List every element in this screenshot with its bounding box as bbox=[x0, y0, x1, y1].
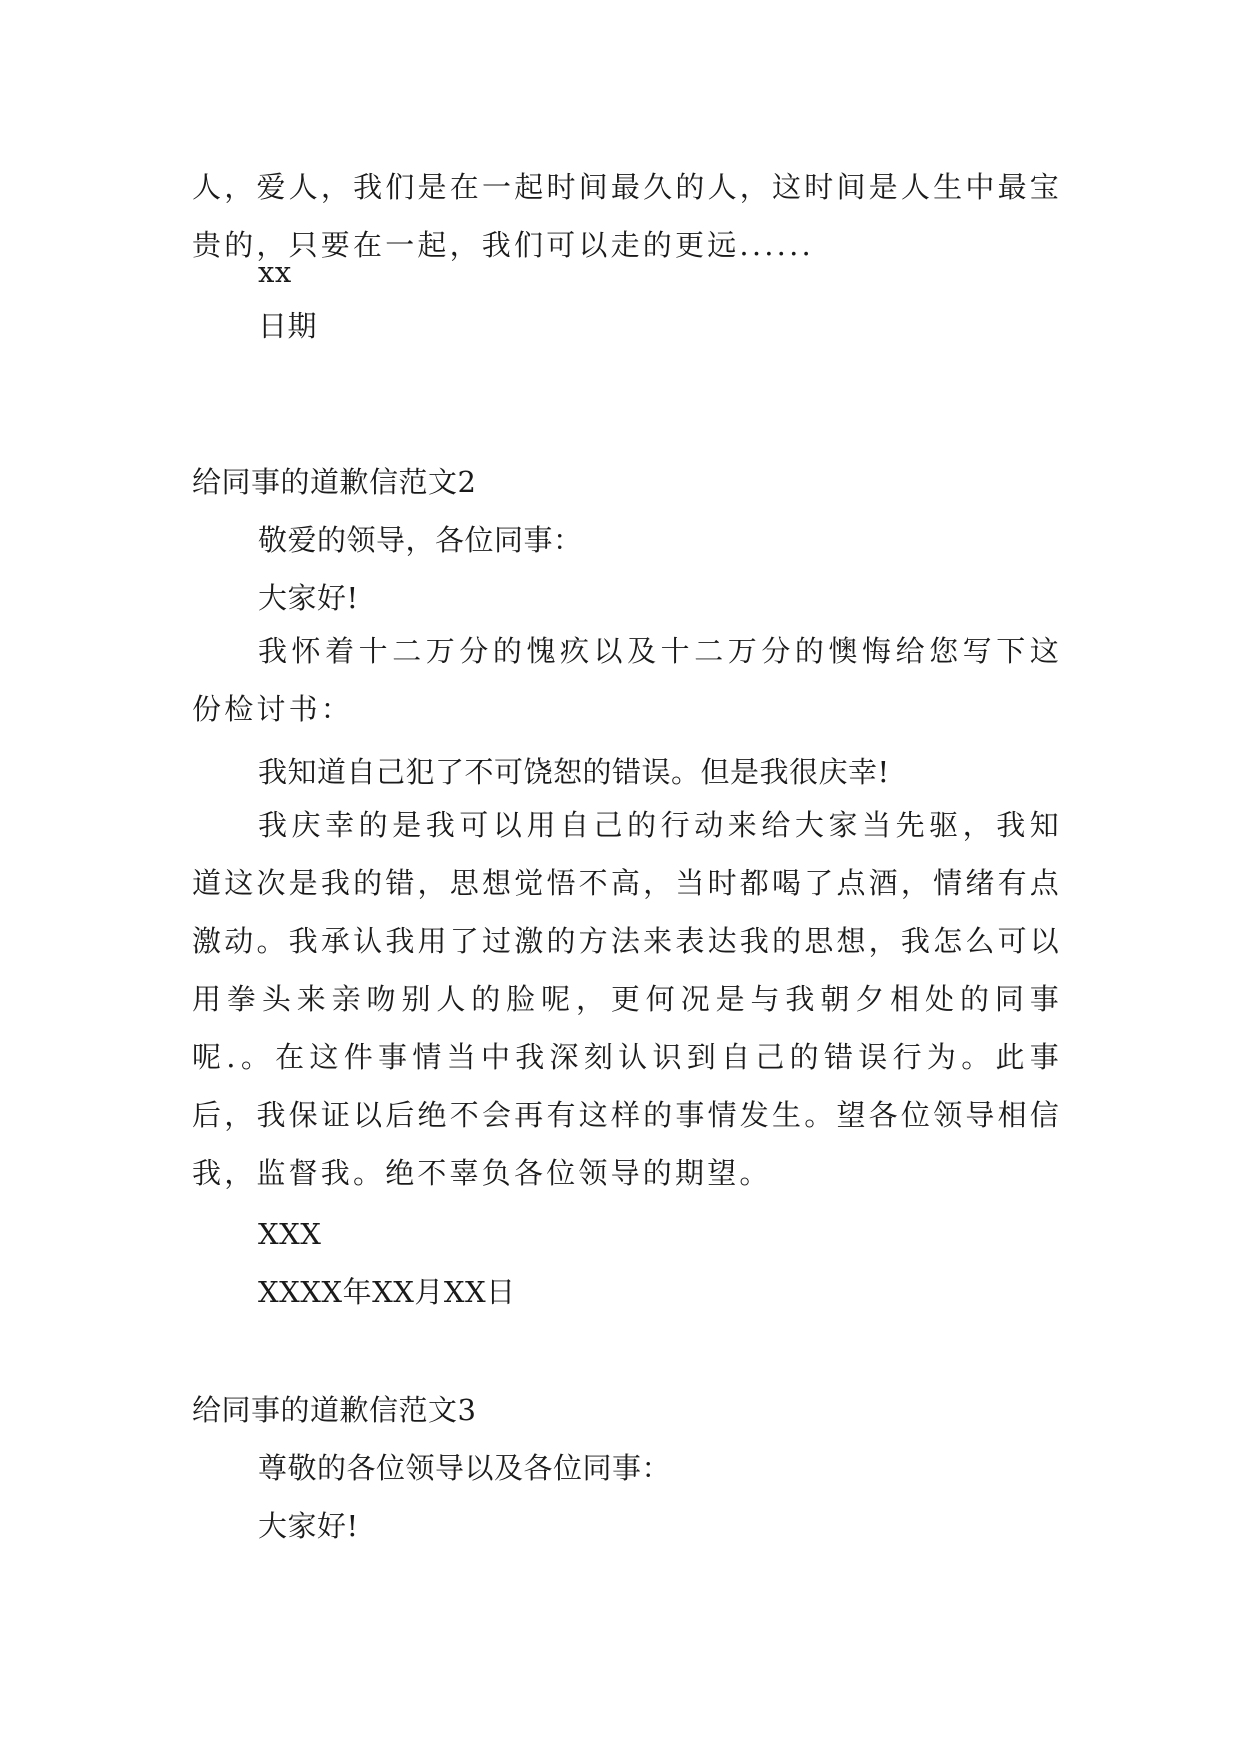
section-2-salutation: 敬爱的领导，各位同事： bbox=[258, 523, 583, 557]
section-2-paragraph-2: 我知道自己犯了不可饶恕的错误。但是我很庆幸! bbox=[258, 755, 890, 789]
section-2-signature: XXX bbox=[258, 1217, 322, 1251]
section-3-salutation: 尊敬的各位领导以及各位同事： bbox=[258, 1451, 672, 1485]
section-2-date: XXXX年XX月XX日 bbox=[258, 1275, 516, 1309]
signature-1: xx bbox=[258, 255, 292, 289]
section-2-greeting: 大家好! bbox=[258, 581, 359, 615]
section-2-paragraph-3: 我庆幸的是我可以用自己的行动来给大家当先驱，我知道这次是我的错，思想觉悟不高，当时都喝了点酒，情绪有点激动。我承认我用了过激的方法来表达我的思想，我怎么可以用拳头来亲吻别人的脸呢，更何况是与我朝夕相处的同事呢.。在这件事情当中我深刻认识到自己的错误行为。此事后，我保证以后绝不会再有这样的事情发生。望各位领导相信我，监督我。绝不辜负各位领导的期望。 bbox=[192, 808, 1062, 1190]
date-1: 日期 bbox=[258, 309, 318, 343]
section-3-title: 给同事的道歉信范文3 bbox=[192, 1393, 477, 1427]
section-2-paragraph-1: 我怀着十二万分的愧疚以及十二万分的懊悔给您写下这份检讨书： bbox=[192, 634, 1062, 726]
section-2-title: 给同事的道歉信范文2 bbox=[192, 465, 477, 499]
opening-paragraph: 人，爱人，我们是在一起时间最久的人，这时间是人生中最宝贵的，只要在一起，我们可以走的更远...... bbox=[192, 170, 1062, 262]
section-3-greeting: 大家好! bbox=[258, 1509, 359, 1543]
